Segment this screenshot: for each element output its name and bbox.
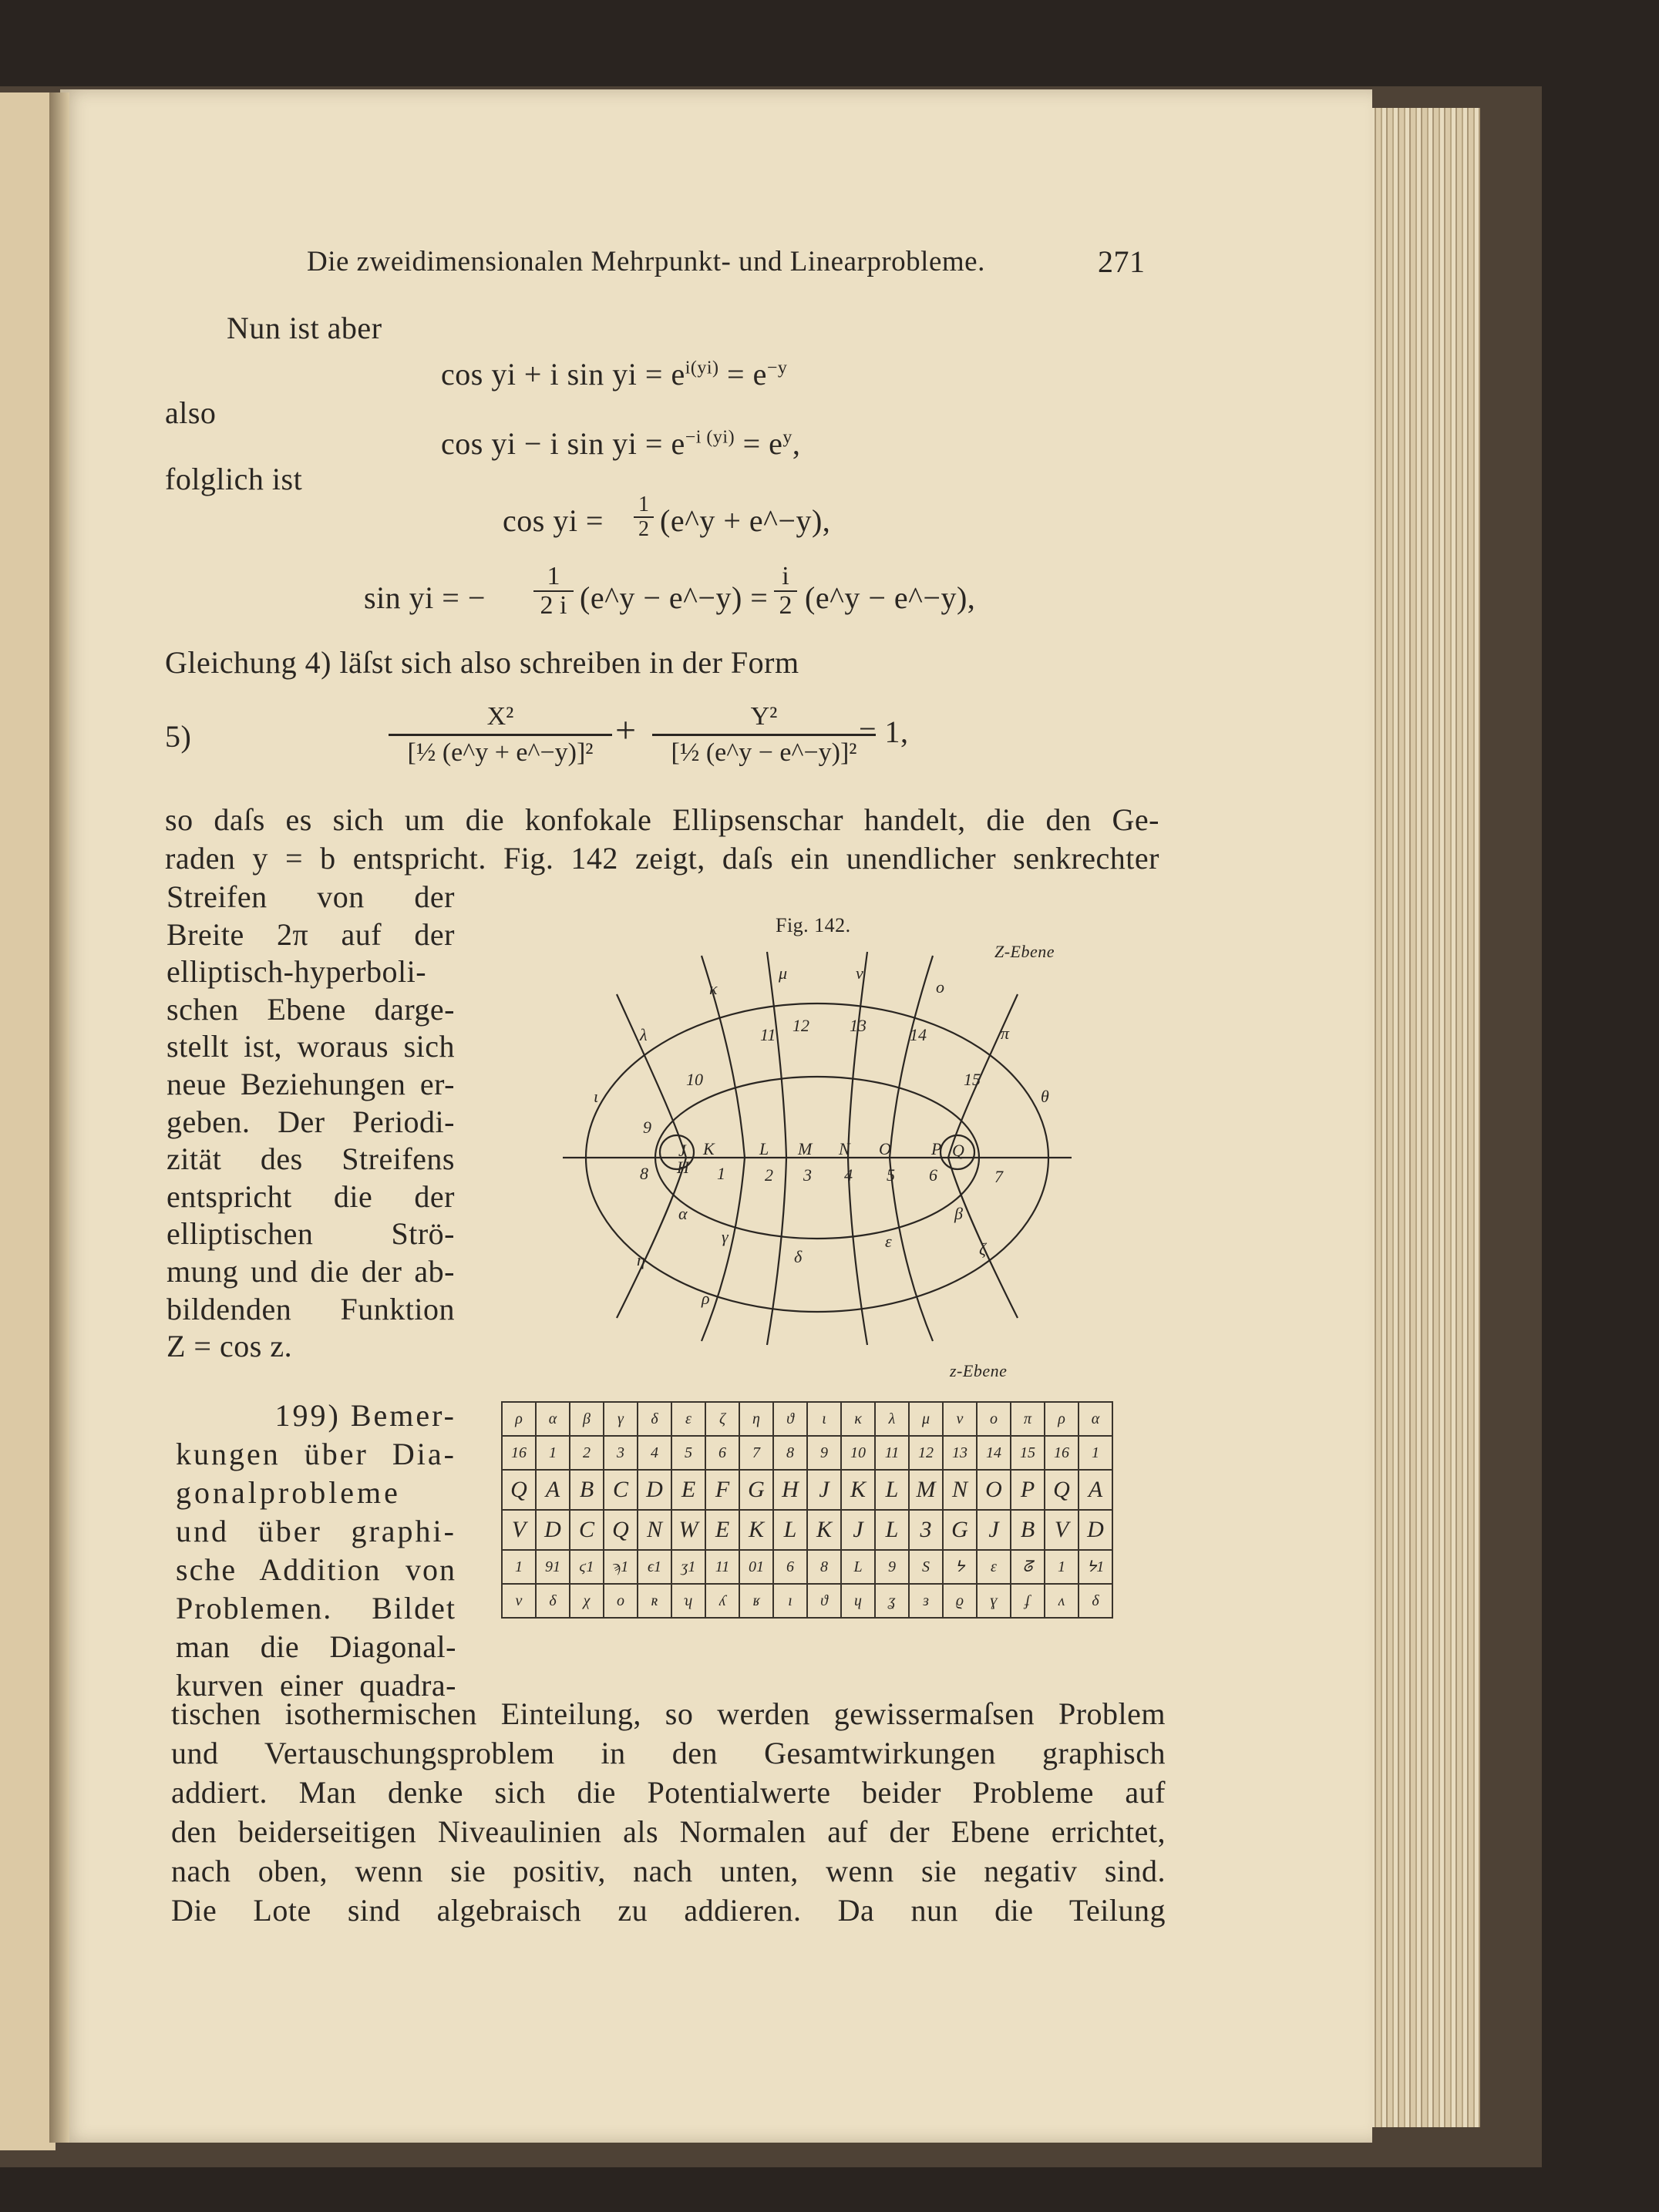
table-cell: ρ <box>1045 1402 1079 1436</box>
grid-letter: ν <box>856 963 863 983</box>
table-row <box>502 1402 1112 1436</box>
eq4-frac-2 <box>774 563 797 620</box>
table-cell: δ <box>638 1402 671 1436</box>
eq5-frac-2 <box>652 700 876 770</box>
text-line: also <box>165 395 217 430</box>
table-cell: J <box>841 1510 875 1550</box>
table-cell: ʄ <box>1011 1584 1045 1618</box>
grid-letter: ρ <box>702 1289 710 1308</box>
grid-letter: μ <box>779 963 788 983</box>
eq1-lhs: cos yi + i sin yi = e <box>441 357 685 392</box>
section-line: sche Addition von <box>176 1552 456 1587</box>
table-cell: L <box>773 1510 807 1550</box>
table-cell: δ <box>1079 1584 1112 1618</box>
table-cell: C <box>570 1510 604 1550</box>
table-cell: ᔭ1 <box>1079 1550 1112 1584</box>
table-cell: 11 <box>875 1436 909 1470</box>
eq1-exp: i(yi) <box>685 358 719 378</box>
side-line: bildenden Funktion <box>167 1291 455 1326</box>
table-cell: ε <box>671 1402 705 1436</box>
table-cell: M <box>909 1470 943 1510</box>
mapping-table <box>501 1401 1113 1619</box>
side-line: Z = cos z. <box>167 1329 293 1364</box>
table-cell: δ <box>536 1584 570 1618</box>
grid-letter: N <box>839 1139 850 1158</box>
table-cell: 13 <box>943 1436 977 1470</box>
hyperbola <box>848 952 867 1345</box>
lower-plane-label: z-Ebene <box>950 1361 1008 1380</box>
page-edges <box>1365 108 1480 2127</box>
eq1-rhs-exp: −y <box>766 358 788 378</box>
table-cell: E <box>671 1470 705 1510</box>
final-line: den beiderseitigen Niveaulinien als Normalen auf der Ebene errichtet, <box>171 1814 1166 1849</box>
table-cell: 5 <box>671 1436 705 1470</box>
eq2-end: , <box>792 426 801 461</box>
equation-label: 5) <box>165 719 192 754</box>
table-cell: P <box>1011 1470 1045 1510</box>
table-cell: S <box>909 1550 943 1584</box>
section-line: kurven einer quadra- <box>176 1668 456 1703</box>
grid-letter: 1 <box>717 1164 725 1183</box>
eq5-den-1: [½ (e^y + e^−y)]² <box>389 734 612 770</box>
table-cell: ζ <box>705 1402 739 1436</box>
grid-letter: 9 <box>643 1118 651 1137</box>
table-cell: N <box>638 1510 671 1550</box>
table-cell: 4 <box>638 1436 671 1470</box>
side-line: Breite 2π auf der <box>167 916 455 952</box>
final-line: nach oben, wenn sie positiv, nach unten, wenn sie negativ sind. <box>171 1854 1166 1888</box>
table-cell: 9 <box>807 1436 841 1470</box>
table-cell: ʮ <box>671 1584 705 1618</box>
table-cell: E <box>705 1510 739 1550</box>
eq3-half-den: 2 <box>634 516 654 541</box>
table-cell: 12 <box>909 1436 943 1470</box>
table-cell: 8 <box>773 1436 807 1470</box>
table-cell: L <box>875 1470 909 1510</box>
table-cell: 3 <box>909 1510 943 1550</box>
table-cell: ϱ <box>943 1584 977 1618</box>
grid-letter: δ <box>794 1247 803 1266</box>
table-cell: ɜ <box>909 1584 943 1618</box>
section-line: 199) Bemer- <box>274 1398 456 1433</box>
eq4-frac-2-den: 2 <box>774 590 797 620</box>
table-cell: ʒ1 <box>671 1550 705 1584</box>
table-cell: F <box>705 1470 739 1510</box>
table-cell: L <box>841 1550 875 1584</box>
grid-letter: 14 <box>910 1025 927 1044</box>
table-cell: D <box>638 1470 671 1510</box>
table-cell: J <box>977 1510 1011 1550</box>
grid-letter: ι <box>594 1087 599 1106</box>
table-cell: ν <box>943 1402 977 1436</box>
grid-letter: 12 <box>792 1016 809 1035</box>
eq2-rhs: = e <box>742 426 783 461</box>
grid-letter: 3 <box>803 1165 812 1185</box>
grid-letter: α <box>678 1204 688 1223</box>
eq5-frac-1 <box>389 700 612 770</box>
side-line: elliptischen Strö- <box>167 1216 455 1252</box>
grid-letter: 5 <box>887 1165 895 1185</box>
grid-letter: λ <box>640 1025 648 1044</box>
side-line: zität des Streifens <box>167 1141 455 1177</box>
table-cell: 15 <box>1011 1436 1045 1470</box>
table-cell: N <box>943 1470 977 1510</box>
grid-letter: ζ <box>979 1239 986 1259</box>
table-cell: χ <box>570 1584 604 1618</box>
table-cell: O <box>977 1470 1011 1510</box>
grid-letter: J <box>678 1141 686 1160</box>
eq5-den-2: [½ (e^y − e^−y)]² <box>652 734 876 770</box>
upper-plane-label: Z-Ebene <box>994 942 1055 961</box>
table-cell: V <box>502 1510 536 1550</box>
grid-letter: K <box>703 1139 715 1158</box>
table-cell: 11 <box>705 1550 739 1584</box>
grid-letter: κ <box>709 979 718 998</box>
table-cell: A <box>536 1470 570 1510</box>
table-cell: 9 <box>875 1550 909 1584</box>
table-cell: ɥ <box>841 1584 875 1618</box>
table-cell: κ <box>841 1402 875 1436</box>
table-cell: 3 <box>604 1436 638 1470</box>
equation-4-rhs: (e^y − e^−y), <box>805 580 976 615</box>
table-cell: G <box>739 1470 773 1510</box>
grid-letter: Q <box>952 1141 964 1160</box>
table-cell: B <box>570 1470 604 1510</box>
grid-letter: 7 <box>994 1167 1003 1186</box>
grid-letter: O <box>879 1139 891 1158</box>
grid-letter: ε <box>885 1232 892 1251</box>
table-cell: G <box>943 1510 977 1550</box>
table-cell: ʀ <box>638 1584 671 1618</box>
equation-3-lhs: cos yi = <box>503 503 604 538</box>
eq2-rhs-exp: y <box>782 427 792 448</box>
table-cell: ϡ1 <box>604 1550 638 1584</box>
equation-2 <box>441 425 800 462</box>
eq4-frac-1-den: 2 i <box>533 590 574 620</box>
eq4-frac-2-num: i <box>782 562 789 590</box>
eq2-lhs: cos yi − i sin yi = e <box>441 426 685 461</box>
table-cell: 14 <box>977 1436 1011 1470</box>
text-line: folglich ist <box>165 462 303 496</box>
table-cell: π <box>1011 1402 1045 1436</box>
grid-letter: β <box>954 1204 963 1223</box>
eq3-half <box>634 493 654 541</box>
table-cell: 6 <box>705 1436 739 1470</box>
eq4-frac-1-num: 1 <box>547 562 560 590</box>
side-line: geben. Der Periodi- <box>167 1104 455 1139</box>
section-line: man die Diagonal- <box>176 1629 456 1664</box>
table-cell: 10 <box>841 1436 875 1470</box>
grid-letter: M <box>798 1139 813 1158</box>
left-page-edge <box>0 92 56 2150</box>
side-line: entspricht die der <box>167 1178 455 1214</box>
eq5-num-1: X² <box>486 702 514 731</box>
page-number: 271 <box>1098 244 1146 279</box>
table-cell: ο <box>604 1584 638 1618</box>
table-cell: V <box>1045 1510 1079 1550</box>
table-cell: ο <box>977 1402 1011 1436</box>
final-line: addiert. Man denke sich die Potentialwerte beider Probleme auf <box>171 1775 1166 1810</box>
table-cell: ʎ <box>705 1584 739 1618</box>
table-cell: K <box>841 1470 875 1510</box>
section-line: gonalprobleme <box>176 1475 401 1510</box>
grid-letter: 4 <box>844 1165 853 1185</box>
table-cell: β <box>570 1402 604 1436</box>
table-cell: H <box>773 1470 807 1510</box>
table-cell: 7 <box>739 1436 773 1470</box>
section-line: und über graphi- <box>176 1514 456 1548</box>
eq3-half-num: 1 <box>638 492 649 516</box>
table-cell: 2 <box>570 1436 604 1470</box>
text-line: Nun ist aber <box>227 311 382 345</box>
grid-letter: 15 <box>964 1070 981 1089</box>
table-cell: W <box>671 1510 705 1550</box>
table-row <box>502 1550 1112 1584</box>
hyperbola <box>767 952 786 1345</box>
grid-letter: 11 <box>760 1025 776 1044</box>
figure-title: Fig. 142. <box>776 914 851 936</box>
side-line: neue Beziehungen er- <box>167 1066 455 1101</box>
running-header: Die zweidimensionalen Mehrpunkt- und Linearprobleme. <box>307 246 985 277</box>
table-cell: 8 <box>807 1550 841 1584</box>
table-cell: α <box>1079 1402 1112 1436</box>
eq2-exp: −i (yi) <box>685 427 735 448</box>
grid-letter: γ <box>722 1227 729 1246</box>
gutter-shadow <box>49 92 69 2143</box>
grid-letter: L <box>759 1139 769 1158</box>
table-cell: ɣ <box>977 1584 1011 1618</box>
table-cell: L <box>875 1510 909 1550</box>
table-row <box>502 1510 1112 1550</box>
table-row <box>502 1436 1112 1470</box>
text-line: Gleichung 4) läſst sich also schreiben in der Form <box>165 645 799 680</box>
eq5-num-2: Y² <box>750 702 778 731</box>
elliptic-grid-figure <box>563 948 1072 1349</box>
table-cell: 1 <box>502 1550 536 1584</box>
table-row <box>502 1584 1112 1618</box>
side-column <box>167 879 455 1366</box>
table-cell: ρ <box>502 1402 536 1436</box>
grid-letter: 10 <box>686 1070 703 1089</box>
table-cell: 6 <box>773 1550 807 1584</box>
final-line: und Vertauschungsproblem in den Gesamtwirkungen graphisch <box>171 1736 1166 1770</box>
table-cell: μ <box>909 1402 943 1436</box>
table-cell: ϑ <box>773 1402 807 1436</box>
table-cell: 91 <box>536 1550 570 1584</box>
eq4-frac-1 <box>533 563 574 620</box>
table-cell: ʌ <box>1045 1584 1079 1618</box>
final-line: Die Lote sind algebraisch zu addieren. Da nun die Teilung <box>171 1893 1166 1928</box>
table-cell: α <box>536 1402 570 1436</box>
eq5-rhs: = 1, <box>859 714 909 749</box>
table-cell: A <box>1079 1470 1112 1510</box>
grid-letter: H <box>677 1158 689 1177</box>
table-cell: 01 <box>739 1550 773 1584</box>
table-cell: Q <box>502 1470 536 1510</box>
final-paragraph <box>171 1694 1166 1930</box>
side-line: stellt ist, woraus sich <box>167 1029 455 1064</box>
grid-letter: η <box>637 1250 645 1269</box>
hyperbola <box>617 994 686 1318</box>
section-199 <box>176 1397 456 1705</box>
grid-letter: P <box>931 1139 942 1158</box>
table-cell: B <box>1011 1510 1045 1550</box>
table-cell: ᔭ <box>943 1550 977 1584</box>
section-line: Problemen. Bildet <box>176 1591 456 1625</box>
table-cell: K <box>739 1510 773 1550</box>
table-cell: 1 <box>536 1436 570 1470</box>
side-line: Streifen von der <box>167 879 455 914</box>
equation-4-lhs: sin yi = − <box>364 580 486 615</box>
table-cell: ʓ <box>875 1584 909 1618</box>
text-line: raden y = b entspricht. Fig. 142 zeigt, daſs ein unendlicher senkrechter <box>165 841 1159 876</box>
side-line: elliptisch-hyperboli- <box>167 954 427 990</box>
table-cell: ν <box>502 1584 536 1618</box>
table-cell: Q <box>1045 1470 1079 1510</box>
side-line: mung und die der ab- <box>167 1253 455 1289</box>
table-cell: C <box>604 1470 638 1510</box>
grid-letter: 2 <box>765 1165 773 1185</box>
table-cell: 1 <box>1079 1436 1112 1470</box>
grid-letter: 6 <box>929 1165 937 1185</box>
table-cell: ϵ1 <box>638 1550 671 1584</box>
equation-3-rhs: (e^y + e^−y), <box>660 503 831 538</box>
table-cell: ϛ1 <box>570 1550 604 1584</box>
table-cell: ɛ <box>977 1550 1011 1584</box>
table-cell: K <box>807 1510 841 1550</box>
table-cell: λ <box>875 1402 909 1436</box>
eq1-rhs: = e <box>727 357 767 392</box>
eq5-plus: + <box>615 710 637 751</box>
table-cell: J <box>807 1470 841 1510</box>
table-cell: η <box>739 1402 773 1436</box>
table-cell: γ <box>604 1402 638 1436</box>
grid-letter: θ <box>1041 1087 1049 1106</box>
grid-letter: o <box>936 977 944 997</box>
table-cell: Q <box>604 1510 638 1550</box>
final-line: tischen isothermischen Einteilung, so werden gewissermaſsen Problem <box>171 1696 1166 1731</box>
text-line: so daſs es sich um die konfokale Ellipsenschar handelt, die den Ge- <box>165 802 1159 837</box>
table-cell: ᘔ <box>1011 1550 1045 1584</box>
table-cell: 16 <box>502 1436 536 1470</box>
table-cell: ı <box>773 1584 807 1618</box>
grid-letter: 8 <box>640 1164 648 1183</box>
table-row <box>502 1470 1112 1510</box>
table-cell: D <box>1079 1510 1112 1550</box>
grid-letter: π <box>1001 1024 1010 1043</box>
equation-4-mid: (e^y − e^−y) = <box>580 580 769 615</box>
section-line: kungen über Dia- <box>176 1437 456 1471</box>
grid-letter: 13 <box>850 1016 867 1035</box>
table-cell: ϑ <box>807 1584 841 1618</box>
table-cell: 1 <box>1045 1550 1079 1584</box>
table-cell: D <box>536 1510 570 1550</box>
equation-1 <box>441 356 787 392</box>
table-cell: ι <box>807 1402 841 1436</box>
side-line: schen Ebene darge- <box>167 991 455 1027</box>
table-cell: ʁ <box>739 1584 773 1618</box>
table-cell: 16 <box>1045 1436 1079 1470</box>
